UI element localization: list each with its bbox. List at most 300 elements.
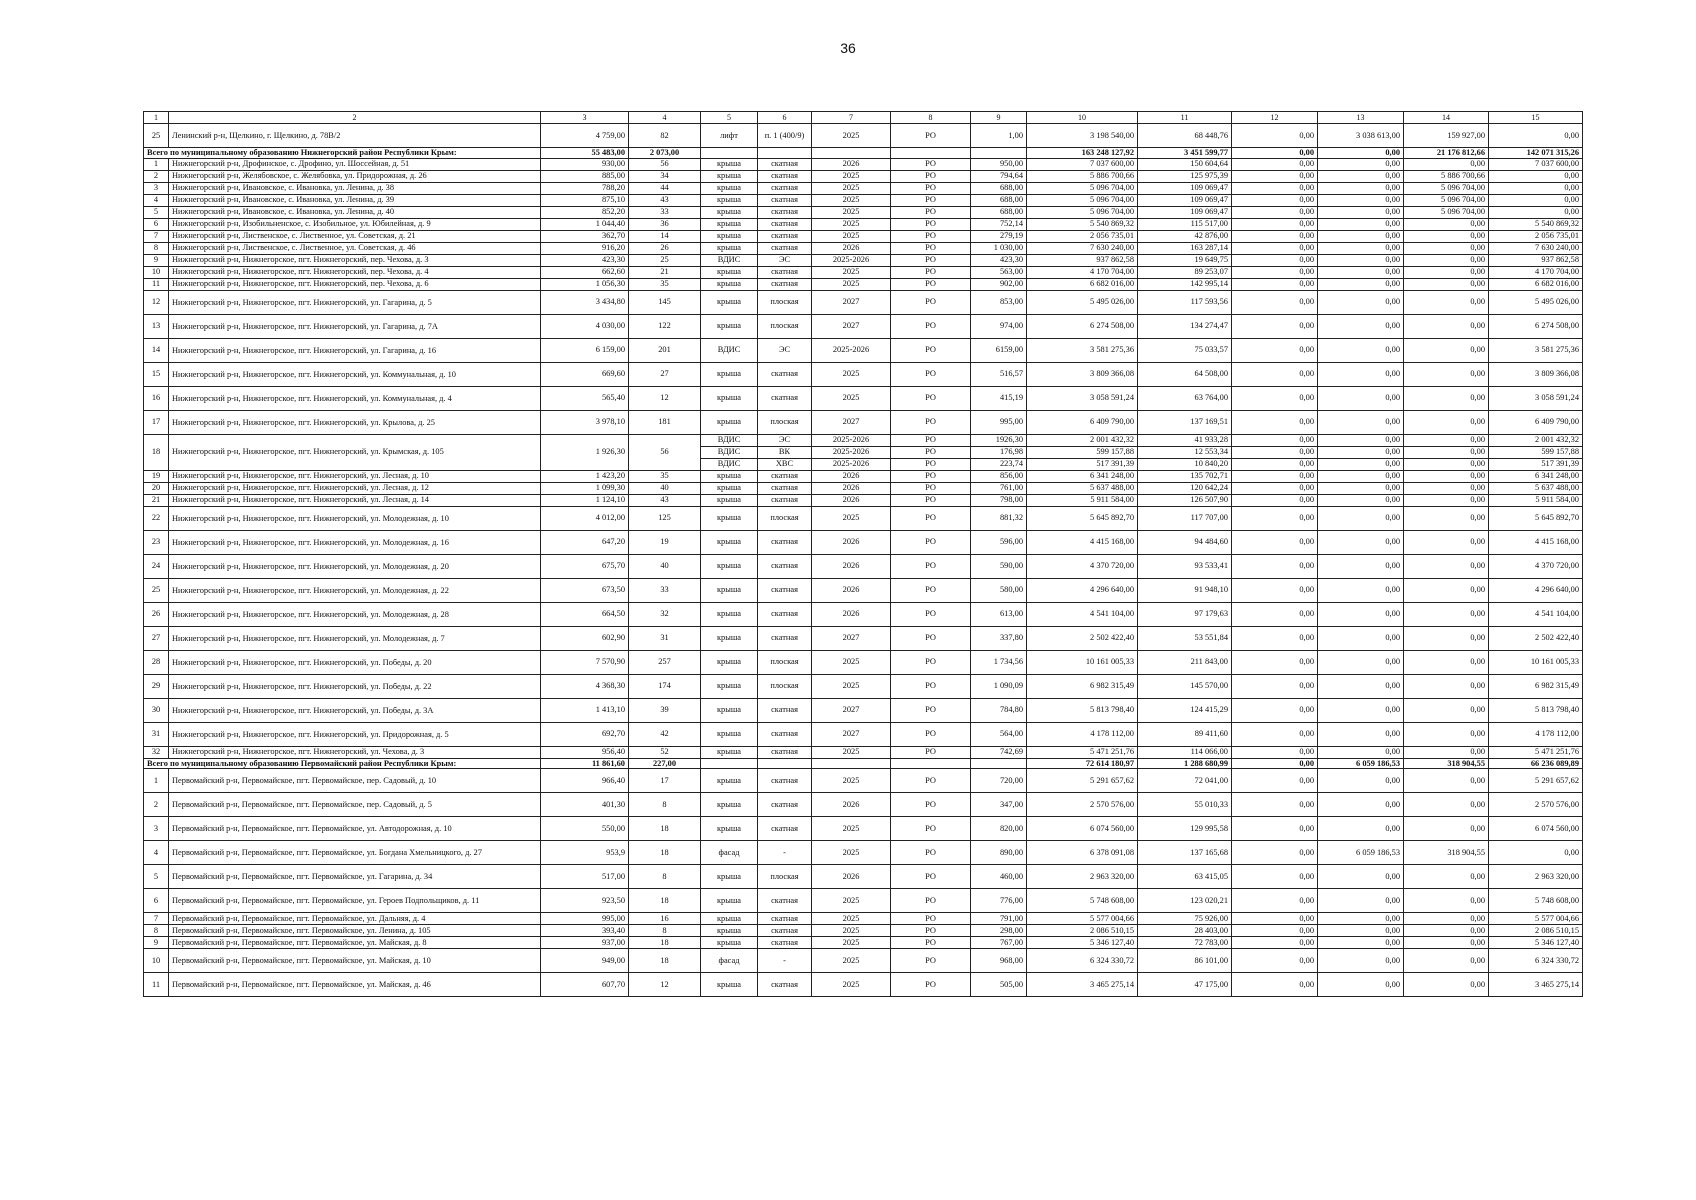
value-cell-c9: 596,00 xyxy=(971,530,1027,554)
row-number: 13 xyxy=(144,314,169,338)
value-cell-c11: 53 551,84 xyxy=(1138,626,1232,650)
value-cell-c15: 6 274 508,00 xyxy=(1489,314,1583,338)
value-cell-c6: ЭС xyxy=(758,254,812,266)
value-cell-c6: ЭС xyxy=(758,434,812,446)
area-cell: 647,20 xyxy=(541,530,629,554)
subtotal-row xyxy=(144,758,1583,769)
area-cell: 930,00 xyxy=(541,158,629,170)
value-cell-c10: 4 370 720,00 xyxy=(1027,554,1138,578)
value-cell-c5: крыша xyxy=(701,266,758,278)
value-cell-c9: 563,00 xyxy=(971,266,1027,278)
address-cell: Нижнегорский р-н, Нижнегорское, пгт. Нижнегорский, ул. Лесная, д. 10 xyxy=(169,470,541,482)
residents-cell: 42 xyxy=(629,722,701,746)
value-cell-c11: 75 926,00 xyxy=(1138,913,1232,925)
area-cell: 401,30 xyxy=(541,793,629,817)
address-cell: Первомайский р-н, Первомайское, пгт. Первомайское, ул. Автодорожная, д. 10 xyxy=(169,817,541,841)
address-cell: Нижнегорский р-н, Нижнегорское, пгт. Нижнегорский, ул. Придорожная, д. 5 xyxy=(169,722,541,746)
value-cell-c12: 0,00 xyxy=(1232,446,1318,458)
value-cell-c14: 0,00 xyxy=(1404,769,1489,793)
value-cell-c12: 0,00 xyxy=(1232,148,1318,159)
value-cell-c14: 0,00 xyxy=(1404,158,1489,170)
residents-cell: 145 xyxy=(629,290,701,314)
value-cell-c11: 86 101,00 xyxy=(1138,949,1232,973)
value-cell-c8: РО xyxy=(891,554,971,578)
value-cell-c7: 2025 xyxy=(812,206,891,218)
row-number: 14 xyxy=(144,338,169,362)
value-cell-c10: 5 813 798,40 xyxy=(1027,698,1138,722)
value-cell-c15: 5 577 004,66 xyxy=(1489,913,1583,925)
value-cell-c6: скатная xyxy=(758,182,812,194)
value-cell-c8: РО xyxy=(891,674,971,698)
value-cell-c8: РО xyxy=(891,386,971,410)
area-cell: 3 434,80 xyxy=(541,290,629,314)
value-cell-c9: 798,00 xyxy=(971,494,1027,506)
value-cell-c5: крыша xyxy=(701,386,758,410)
value-cell-c9: 516,57 xyxy=(971,362,1027,386)
value-cell-c12: 0,00 xyxy=(1232,458,1318,470)
value-cell-c15: 5 637 488,00 xyxy=(1489,482,1583,494)
value-cell-c7: 2025 xyxy=(812,124,891,148)
value-cell-c14: 0,00 xyxy=(1404,817,1489,841)
area-cell: 362,70 xyxy=(541,230,629,242)
value-cell-c11: 55 010,33 xyxy=(1138,793,1232,817)
row-number: 1 xyxy=(144,769,169,793)
value-cell-c11: 124 415,29 xyxy=(1138,698,1232,722)
row-number: 3 xyxy=(144,817,169,841)
area-cell: 550,00 xyxy=(541,817,629,841)
area-cell: 7 570,90 xyxy=(541,650,629,674)
value-cell-c14: 0,00 xyxy=(1404,446,1489,458)
value-cell-c11: 1 288 680,99 xyxy=(1138,758,1232,769)
value-cell-c14: 0,00 xyxy=(1404,254,1489,266)
area-cell: 692,70 xyxy=(541,722,629,746)
value-cell-c7: 2025 xyxy=(812,949,891,973)
value-cell-c14: 0,00 xyxy=(1404,230,1489,242)
area-cell: 1 423,20 xyxy=(541,470,629,482)
value-cell-c10: 6 341 248,00 xyxy=(1027,470,1138,482)
value-cell-c6: скатная xyxy=(758,266,812,278)
residents-cell: 18 xyxy=(629,817,701,841)
residents-cell: 17 xyxy=(629,769,701,793)
value-cell-c14: 0,00 xyxy=(1404,278,1489,290)
area-cell: 916,20 xyxy=(541,242,629,254)
value-cell-c15: 5 471 251,76 xyxy=(1489,746,1583,758)
value-cell-c12: 0,00 xyxy=(1232,793,1318,817)
table-row xyxy=(144,554,1583,578)
value-cell-c14: 0,00 xyxy=(1404,458,1489,470)
value-cell-c14: 0,00 xyxy=(1404,242,1489,254)
value-cell-c8: РО xyxy=(891,254,971,266)
value-cell-c15: 3 058 591,24 xyxy=(1489,386,1583,410)
row-number: 27 xyxy=(144,626,169,650)
value-cell-c11: 114 066,00 xyxy=(1138,746,1232,758)
value-cell-c12: 0,00 xyxy=(1232,278,1318,290)
address-cell: Первомайский р-н, Первомайское, пгт. Первомайское, пер. Садовый, д. 5 xyxy=(169,793,541,817)
value-cell-c12: 0,00 xyxy=(1232,506,1318,530)
value-cell-c11: 28 403,00 xyxy=(1138,925,1232,937)
value-cell-c10: 5 291 657,62 xyxy=(1027,769,1138,793)
column-number: 7 xyxy=(812,112,891,124)
value-cell-c9: 176,98 xyxy=(971,446,1027,458)
value-cell-c10: 6 409 790,00 xyxy=(1027,410,1138,434)
value-cell-c8: РО xyxy=(891,841,971,865)
value-cell-c13: 0,00 xyxy=(1318,410,1404,434)
value-cell-c5: ВДИС xyxy=(701,446,758,458)
value-cell-c10: 6 324 330,72 xyxy=(1027,949,1138,973)
value-cell-c6: плоская xyxy=(758,865,812,889)
value-cell-c15: 5 813 798,40 xyxy=(1489,698,1583,722)
value-cell-c8: РО xyxy=(891,314,971,338)
value-cell-c5: крыша xyxy=(701,530,758,554)
value-cell-c10: 7 037 600,00 xyxy=(1027,158,1138,170)
value-cell-c6: скатная xyxy=(758,206,812,218)
value-cell-c13: 0,00 xyxy=(1318,865,1404,889)
area-cell: 565,40 xyxy=(541,386,629,410)
value-cell-c7: 2025 xyxy=(812,170,891,182)
value-cell-c13: 0,00 xyxy=(1318,530,1404,554)
value-cell-c14: 0,00 xyxy=(1404,434,1489,446)
value-cell-c6: скатная xyxy=(758,554,812,578)
address-cell: Первомайский р-н, Первомайское, пгт. Первомайское, ул. Дальняя, д. 4 xyxy=(169,913,541,925)
row-number: 29 xyxy=(144,674,169,698)
value-cell-c10: 7 630 240,00 xyxy=(1027,242,1138,254)
value-cell-c8: РО xyxy=(891,949,971,973)
value-cell-c10: 5 886 700,66 xyxy=(1027,170,1138,182)
value-cell-c12: 0,00 xyxy=(1232,602,1318,626)
value-cell-c5: крыша xyxy=(701,410,758,434)
value-cell-c6: скатная xyxy=(758,530,812,554)
value-cell-c10: 5 495 026,00 xyxy=(1027,290,1138,314)
value-cell-c12: 0,00 xyxy=(1232,386,1318,410)
value-cell-c7: 2026 xyxy=(812,793,891,817)
table-row xyxy=(144,841,1583,865)
value-cell-c5: крыша xyxy=(701,290,758,314)
value-cell-c6: скатная xyxy=(758,769,812,793)
value-cell-c10: 3 809 366,08 xyxy=(1027,362,1138,386)
value-cell-c13: 0,00 xyxy=(1318,290,1404,314)
value-cell-c8: РО xyxy=(891,650,971,674)
residents-cell: 36 xyxy=(629,218,701,230)
address-cell: Нижнегорский р-н, Нижнегорское, пгт. Нижнегорский, пер. Чехова, д. 6 xyxy=(169,278,541,290)
value-cell-c10: 5 096 704,00 xyxy=(1027,194,1138,206)
value-cell-c13: 0,00 xyxy=(1318,434,1404,446)
value-cell-c10: 5 911 584,00 xyxy=(1027,494,1138,506)
value-cell-c9: 995,00 xyxy=(971,410,1027,434)
row-number: 25 xyxy=(144,124,169,148)
value-cell-c12: 0,00 xyxy=(1232,410,1318,434)
value-cell-c14: 0,00 xyxy=(1404,314,1489,338)
value-cell-c9: 761,00 xyxy=(971,482,1027,494)
value-cell-c5: крыша xyxy=(701,698,758,722)
residents-cell: 201 xyxy=(629,338,701,362)
value-cell-c14: 0,00 xyxy=(1404,937,1489,949)
residents-cell: 40 xyxy=(629,554,701,578)
value-cell-c6: скатная xyxy=(758,494,812,506)
column-number: 4 xyxy=(629,112,701,124)
value-cell-c11: 89 411,60 xyxy=(1138,722,1232,746)
area-cell: 4 012,00 xyxy=(541,506,629,530)
value-cell-c6: скатная xyxy=(758,817,812,841)
residents-cell: 12 xyxy=(629,386,701,410)
row-number: 23 xyxy=(144,530,169,554)
value-cell-c13: 0,00 xyxy=(1318,362,1404,386)
row-number: 5 xyxy=(144,206,169,218)
value-cell-c13: 0,00 xyxy=(1318,314,1404,338)
value-cell-c11: 12 553,34 xyxy=(1138,446,1232,458)
value-cell-c8: РО xyxy=(891,182,971,194)
value-cell-c9: 688,00 xyxy=(971,182,1027,194)
value-cell-c7: 2025 xyxy=(812,266,891,278)
subtotal-label: Всего по муниципальному образованию Нижнегорский район Республики Крым: xyxy=(144,148,541,159)
value-cell-c15: 6 982 315,49 xyxy=(1489,674,1583,698)
value-cell-c15: 5 911 584,00 xyxy=(1489,494,1583,506)
value-cell-c14: 5 096 704,00 xyxy=(1404,206,1489,218)
value-cell-c6 xyxy=(758,148,812,159)
value-cell-c8: РО xyxy=(891,242,971,254)
value-cell-c7: 2025-2026 xyxy=(812,254,891,266)
value-cell-c13: 0,00 xyxy=(1318,937,1404,949)
address-cell: Нижнегорский р-н, Нижнегорское, пгт. Нижнегорский, ул. Гагарина, д. 16 xyxy=(169,338,541,362)
residents-cell: 25 xyxy=(629,254,701,266)
value-cell-c13: 6 059 186,53 xyxy=(1318,841,1404,865)
value-cell-c8: РО xyxy=(891,925,971,937)
value-cell-c9: 298,00 xyxy=(971,925,1027,937)
table-row xyxy=(144,865,1583,889)
value-cell-c11: 72 783,00 xyxy=(1138,937,1232,949)
value-cell-c13: 0,00 xyxy=(1318,482,1404,494)
value-cell-c11: 63 764,00 xyxy=(1138,386,1232,410)
residents-cell: 174 xyxy=(629,674,701,698)
value-cell-c13: 0,00 xyxy=(1318,446,1404,458)
value-cell-c10: 6 274 508,00 xyxy=(1027,314,1138,338)
value-cell-c6: плоская xyxy=(758,674,812,698)
value-cell-c8: РО xyxy=(891,913,971,925)
address-cell: Нижнегорский р-н, Нижнегорское, пгт. Нижнегорский, ул. Лесная, д. 12 xyxy=(169,482,541,494)
table-row xyxy=(144,314,1583,338)
value-cell-c6: п. 1 (400/9) xyxy=(758,124,812,148)
value-cell-c9: 1 030,00 xyxy=(971,242,1027,254)
value-cell-c9: 776,00 xyxy=(971,889,1027,913)
value-cell-c14: 0,00 xyxy=(1404,362,1489,386)
address-cell: Нижнегорский р-н, Нижнегорское, пгт. Нижнегорский, ул. Победы, д. 3А xyxy=(169,698,541,722)
value-cell-c10: 4 541 104,00 xyxy=(1027,602,1138,626)
value-cell-c14: 0,00 xyxy=(1404,746,1489,758)
value-cell-c8: РО xyxy=(891,889,971,913)
value-cell-c12: 0,00 xyxy=(1232,494,1318,506)
value-cell-c15: 142 071 315,26 xyxy=(1489,148,1583,159)
value-cell-c13: 0,00 xyxy=(1318,913,1404,925)
column-number-row xyxy=(144,112,1583,124)
value-cell-c7: 2025-2026 xyxy=(812,446,891,458)
value-cell-c15: 0,00 xyxy=(1489,194,1583,206)
row-number: 31 xyxy=(144,722,169,746)
row-number: 7 xyxy=(144,230,169,242)
value-cell-c14: 0,00 xyxy=(1404,494,1489,506)
value-cell-c11: 211 843,00 xyxy=(1138,650,1232,674)
area-cell: 788,20 xyxy=(541,182,629,194)
value-cell-c12: 0,00 xyxy=(1232,626,1318,650)
value-cell-c11: 109 069,47 xyxy=(1138,206,1232,218)
value-cell-c11: 150 604,64 xyxy=(1138,158,1232,170)
value-cell-c7: 2027 xyxy=(812,290,891,314)
value-cell-c10: 2 001 432,32 xyxy=(1027,434,1138,446)
residents-cell: 40 xyxy=(629,482,701,494)
value-cell-c10: 5 471 251,76 xyxy=(1027,746,1138,758)
value-cell-c9 xyxy=(971,148,1027,159)
value-cell-c9: 794,64 xyxy=(971,170,1027,182)
row-number: 30 xyxy=(144,698,169,722)
value-cell-c8: РО xyxy=(891,793,971,817)
value-cell-c11: 93 533,41 xyxy=(1138,554,1232,578)
table-row xyxy=(144,206,1583,218)
address-cell: Нижнегорский р-н, Лиственское, с. Лиственное, ул. Советская, д. 46 xyxy=(169,242,541,254)
value-cell-c14: 0,00 xyxy=(1404,973,1489,997)
value-cell-c9: 460,00 xyxy=(971,865,1027,889)
value-cell-c8: РО xyxy=(891,578,971,602)
value-cell-c10: 5 096 704,00 xyxy=(1027,206,1138,218)
value-cell-c5: крыша xyxy=(701,554,758,578)
table-row xyxy=(144,746,1583,758)
value-cell-c13: 0,00 xyxy=(1318,278,1404,290)
value-cell-c7: 2025-2026 xyxy=(812,458,891,470)
value-cell-c5: крыша xyxy=(701,650,758,674)
value-cell-c12: 0,00 xyxy=(1232,266,1318,278)
value-cell-c12: 0,00 xyxy=(1232,722,1318,746)
residents-cell: 21 xyxy=(629,266,701,278)
address-cell: Нижнегорский р-н, Нижнегорское, пгт. Нижнегорский, ул. Чехова, д. 3 xyxy=(169,746,541,758)
row-number: 22 xyxy=(144,506,169,530)
value-cell-c10: 72 614 180,97 xyxy=(1027,758,1138,769)
address-cell: Нижнегорский р-н, Ивановское, с. Ивановка, ул. Ленина, д. 39 xyxy=(169,194,541,206)
value-cell-c11: 94 484,60 xyxy=(1138,530,1232,554)
value-cell-c13: 0,00 xyxy=(1318,230,1404,242)
table-row xyxy=(144,470,1583,482)
table-row xyxy=(144,793,1583,817)
table-row xyxy=(144,889,1583,913)
residents-cell: 26 xyxy=(629,242,701,254)
area-cell: 949,00 xyxy=(541,949,629,973)
value-cell-c9: 720,00 xyxy=(971,769,1027,793)
value-cell-c15: 3 465 275,14 xyxy=(1489,973,1583,997)
table-row xyxy=(144,158,1583,170)
address-cell: Нижнегорский р-н, Нижнегорское, пгт. Нижнегорский, ул. Молодежная, д. 16 xyxy=(169,530,541,554)
value-cell-c15: 2 001 432,32 xyxy=(1489,434,1583,446)
row-number: 2 xyxy=(144,793,169,817)
area-cell: 4 759,00 xyxy=(541,124,629,148)
value-cell-c5: крыша xyxy=(701,278,758,290)
value-cell-c10: 5 346 127,40 xyxy=(1027,937,1138,949)
value-cell-c8: РО xyxy=(891,338,971,362)
value-cell-c14: 0,00 xyxy=(1404,290,1489,314)
value-cell-c9: 223,74 xyxy=(971,458,1027,470)
value-cell-c6: скатная xyxy=(758,242,812,254)
value-cell-c11: 89 253,07 xyxy=(1138,266,1232,278)
value-cell-c5: крыша xyxy=(701,793,758,817)
value-cell-c10: 6 982 315,49 xyxy=(1027,674,1138,698)
table-row xyxy=(144,769,1583,793)
subtotal-label: Всего по муниципальному образованию Первомайский район Республики Крым: xyxy=(144,758,541,769)
value-cell-c15: 599 157,88 xyxy=(1489,446,1583,458)
value-cell-c10: 6 378 091,08 xyxy=(1027,841,1138,865)
row-number: 18 xyxy=(144,434,169,470)
value-cell-c6 xyxy=(758,758,812,769)
value-cell-c5: крыша xyxy=(701,494,758,506)
value-cell-c14: 0,00 xyxy=(1404,698,1489,722)
value-cell-c12: 0,00 xyxy=(1232,254,1318,266)
value-cell-c5 xyxy=(701,148,758,159)
value-cell-c13: 0,00 xyxy=(1318,889,1404,913)
value-cell-c10: 6 682 016,00 xyxy=(1027,278,1138,290)
value-cell-c12: 0,00 xyxy=(1232,482,1318,494)
column-number: 11 xyxy=(1138,112,1232,124)
area-cell: 966,40 xyxy=(541,769,629,793)
value-cell-c6: скатная xyxy=(758,937,812,949)
value-cell-c15: 0,00 xyxy=(1489,124,1583,148)
value-cell-c5: крыша xyxy=(701,206,758,218)
value-cell-c10: 5 637 488,00 xyxy=(1027,482,1138,494)
area-cell: 517,00 xyxy=(541,865,629,889)
value-cell-c15: 6 074 560,00 xyxy=(1489,817,1583,841)
value-cell-c8: РО xyxy=(891,170,971,182)
value-cell-c9: 1 090,09 xyxy=(971,674,1027,698)
address-cell: Нижнегорский р-н, Нижнегорское, пгт. Нижнегорский, ул. Победы, д. 20 xyxy=(169,650,541,674)
value-cell-c7 xyxy=(812,148,891,159)
address-cell: Первомайский р-н, Первомайское, пгт. Первомайское, ул. Богдана Хмельницкого, д. 27 xyxy=(169,841,541,865)
value-cell-c8: РО xyxy=(891,746,971,758)
value-cell-c10: 2 570 576,00 xyxy=(1027,793,1138,817)
value-cell-c14: 0,00 xyxy=(1404,506,1489,530)
value-cell-c5: крыша xyxy=(701,578,758,602)
value-cell-c9: 902,00 xyxy=(971,278,1027,290)
value-cell-c12: 0,00 xyxy=(1232,230,1318,242)
value-cell-c14: 0,00 xyxy=(1404,674,1489,698)
value-cell-c11: 68 448,76 xyxy=(1138,124,1232,148)
table-row xyxy=(144,124,1583,148)
table-row xyxy=(144,170,1583,182)
value-cell-c5: крыша xyxy=(701,937,758,949)
value-cell-c7: 2025 xyxy=(812,362,891,386)
value-cell-c7: 2025 xyxy=(812,506,891,530)
residents-cell: 122 xyxy=(629,314,701,338)
area-cell: 1 413,10 xyxy=(541,698,629,722)
table-row xyxy=(144,722,1583,746)
residents-cell: 19 xyxy=(629,530,701,554)
value-cell-c7: 2027 xyxy=(812,722,891,746)
value-cell-c8: РО xyxy=(891,410,971,434)
value-cell-c10: 3 058 591,24 xyxy=(1027,386,1138,410)
value-cell-c7: 2026 xyxy=(812,554,891,578)
residents-cell: 18 xyxy=(629,841,701,865)
value-cell-c5: крыша xyxy=(701,925,758,937)
value-cell-c9: 1926,30 xyxy=(971,434,1027,446)
area-cell: 956,40 xyxy=(541,746,629,758)
area-cell: 607,70 xyxy=(541,973,629,997)
value-cell-c8 xyxy=(891,758,971,769)
value-cell-c8: РО xyxy=(891,530,971,554)
value-cell-c12: 0,00 xyxy=(1232,554,1318,578)
value-cell-c11: 91 948,10 xyxy=(1138,578,1232,602)
value-cell-c7: 2025 xyxy=(812,182,891,194)
residents-cell: 18 xyxy=(629,889,701,913)
value-cell-c9: 505,00 xyxy=(971,973,1027,997)
column-number: 2 xyxy=(169,112,541,124)
value-cell-c10: 5 748 608,00 xyxy=(1027,889,1138,913)
value-cell-c13: 0,00 xyxy=(1318,206,1404,218)
table-row xyxy=(144,626,1583,650)
row-number: 25 xyxy=(144,578,169,602)
row-number: 9 xyxy=(144,937,169,949)
value-cell-c13: 0,00 xyxy=(1318,494,1404,506)
